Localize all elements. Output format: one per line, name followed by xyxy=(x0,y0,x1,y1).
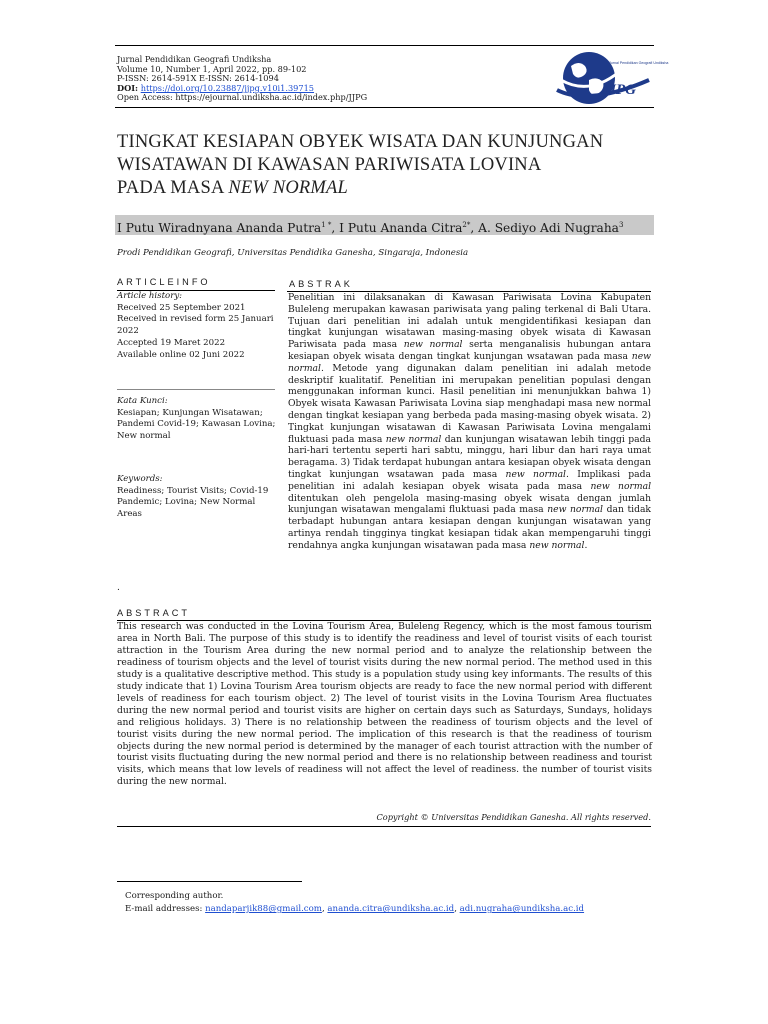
abstrak-text-right: Penelitian ini dilaksanakan di Kawasan Pariwisata Lovina Kabupaten Buleleng merupakan kawasan pariwisata yang paling terkenal di Bali Utara. Tujuan dari penelitian ini adalah untuk mengidentifikasi kesiapan dan tingkat kunjungan wisatawan masing-masing obyek wisata di Kawasan Pariwisata pada masa new normal serta menganalisis hubungan antara kesiapan obyek wisata dengan tingkat kunjungan wsatawan pada masa new normal. Metode yang digunakan dalam penelitian ini adalah metode deskriptif kualitatif. Penelitian ini merupakan penelitian populasi dengan menggunakan informan kunci. Hasil penelitian ini menunjukkan bahwa 1) Obyek wisata Kawasan Pariwisata Lovina siap menghadapi masa new normal dengan tingkat kesiapan yang berbeda pada masing-masing obyek wisata. 2) Tingkat kunjungan wisatawan di Kawasan Pariwisata Lovina mengalami fluktuasi pada masa new normal dan kunjungan wisatawan lebih tinggi pada hari-hari tertentu seperti hari sabtu, minggu, hari libur dan hari raya umat beragama. 3) Tidak terdapat hubungan antara kesiapan obyek wisata dengan tingkat kunjungan wsatawan pada masa new normal. Implikasi pada penelitian ini adalah kesiapan obyek wisata pada masa new normal ditentukan oleh pengelola masing-masing obyek wisata dengan jumlah kunjungan wisatawan mengalami fluktuasi pada masa new normal dan tidak terbadapt hubungan antara kesiapan dengan kunjungan wisatawan yang artinya rendah tingginya tingkat kesiapan tidak akan mempengaruhi tinggi rendahnya angka kunjungan wisatawan pada masa new normal. xyxy=(288,292,652,551)
journal-volume: Volume 10, Number 1, April 2022, pp. 89-102 xyxy=(117,63,307,74)
author-2: , I Putu Ananda Citra xyxy=(331,221,463,236)
copyright-rule xyxy=(117,826,651,827)
kata-kunci-list: Kesiapan; Kunjungan Wisatawan; Pandemi Covid-19; Kawasan Lovina; New normal xyxy=(117,407,276,442)
revised-date: Received in revised form 25 Januari 2022 xyxy=(117,314,274,337)
online-date: Available online 02 Juni 2022 xyxy=(117,349,245,360)
email-link-1[interactable]: nandaparjik88@gmail.com xyxy=(205,904,322,914)
kata-kunci-label: Kata Kunci: xyxy=(117,396,168,406)
abstrak-heading: ABSTRAK xyxy=(289,279,353,289)
journal-open-access: Open Access: https://ejournal.undiksha.ac.id/index.php/JJPG xyxy=(117,92,368,103)
abstract-heading: ABSTRACT xyxy=(117,608,191,618)
accepted-date: Accepted 19 Maret 2022 xyxy=(117,337,226,348)
authors-bar: I Putu Wiradnyana Ananda Putra$^{1 *}$, I Putu Ananda Citra$^{2*}$, A. Sediyo Adi Nugraha$^3$ xyxy=(115,215,654,235)
header-bottom-rule xyxy=(115,107,654,108)
history-rule xyxy=(117,389,275,390)
keywords-block xyxy=(117,474,277,521)
logo-caption: Jurnal Pendidikan Geografi Undiksha xyxy=(609,61,669,65)
logo-text: JJPG xyxy=(601,82,636,98)
email-addresses: E-mail addresses: nandaparjik88@gmail.com, ananda.citra@undiksha.ac.id, adi.nugraha@undiksha.ac.id xyxy=(125,904,585,914)
footnote-rule xyxy=(117,881,302,882)
article-info-heading: ARTICLEINFO xyxy=(117,277,211,287)
affiliation: Prodi Pendidikan Geografi, Universitas Pendidika Ganesha, Singaraja, Indonesia xyxy=(117,248,469,258)
keywords-label: Keywords: xyxy=(117,474,163,484)
journal-logo xyxy=(549,50,669,106)
journal-issn: P-ISSN: 2614-591X E-ISSN: 2614-1094 xyxy=(117,73,279,84)
title-line-3: PADA MASA NEW NORMAL xyxy=(117,178,349,198)
stray-dot: . xyxy=(117,583,120,593)
article-history xyxy=(117,291,277,361)
author-1: I Putu Wiradnyana Ananda Putra xyxy=(117,221,322,236)
email-link-3[interactable]: adi.nugraha@undiksha.ac.id xyxy=(459,904,585,914)
journal-name: Jurnal Pendidikan Geografi Undiksha xyxy=(117,54,272,64)
title-line-2: WISATAWAN DI KAWASAN PARIWISATA LOVINA xyxy=(117,155,542,175)
corresponding-author: Corresponding author. xyxy=(125,891,224,901)
globe-logo-icon xyxy=(549,50,669,106)
history-label: Article history: xyxy=(117,291,183,301)
doi-link[interactable]: https://doi.org/10.23887/jjpg.v10i1.39715 xyxy=(140,82,315,93)
journal-metadata xyxy=(117,55,537,103)
received-date: Received 25 September 2021 xyxy=(117,302,246,313)
keywords-list: Readiness; Tourist Visits; Covid-19 Pandemic; Lovina; New Normal Areas xyxy=(117,485,269,520)
header-top-rule xyxy=(115,45,654,46)
doi-label: DOI: xyxy=(117,82,139,93)
title-line-1: TINGKAT KESIAPAN OBYEK WISATA DAN KUNJUNGAN xyxy=(117,132,604,152)
kata-kunci-block xyxy=(117,396,277,443)
paper-title xyxy=(117,131,657,200)
abstract-text: This research was conducted in the Lovina Tourism Area, Buleleng Regency, which is the most famous tourism area in North Bali. The purpose of this study is to identify the readiness and level of tourist visits of each tourist attraction in the Tourism Area during the new normal period and to analyze the relationship between the readiness of tourism objects and the level of tourist visits during the new normal period. The method used in this study is a qualitative descriptive method. This study is a population study using key informants. The results of this study indicate that 1) Lovina Tourism Area tourism objects are ready to face the new normal period with different levels of readiness for each tourism object. 2) The level of tourist visits in the Lovina Tourism Area fluctuates during the new normal period and tourist visits are higher on certain days such as Saturdays, Sundays, holidays and religious holidays. 3) There is no relationship between the readiness of tourism objects and the level of tourist visits during the new normal period. The implication of this research is that the readiness of tourism objects during the new normal period is determined by the manager of each tourist attraction with the number of tourist visits fluctuating during the new normal period and there is no relationship between readiness and tourist visits, which means that low levels of readiness will not affect the level of readiness. the number of tourist visits during the new normal. xyxy=(117,621,652,788)
author-3: , A. Sediyo Adi Nugraha xyxy=(470,221,619,236)
email-link-2[interactable]: ananda.citra@undiksha.ac.id xyxy=(327,904,455,914)
copyright-notice: Copyright © Universitas Pendidikan Ganesha. All rights reserved. xyxy=(376,812,651,822)
